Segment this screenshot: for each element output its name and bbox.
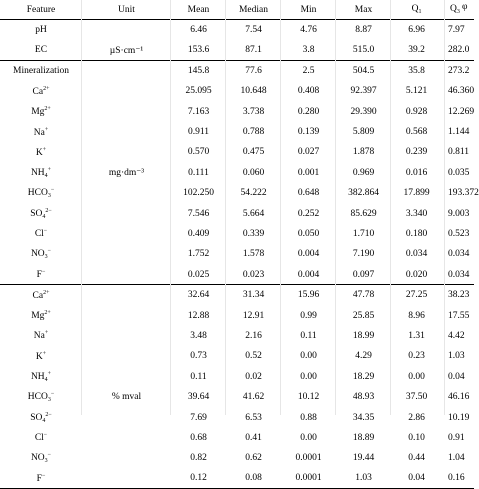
median-cell: 0.62 <box>245 453 262 464</box>
q3-cell: 1.144 <box>448 127 470 138</box>
median-cell: 0.060 <box>242 167 265 178</box>
min-cell: 0.00 <box>300 351 317 362</box>
q1-cell: 5.121 <box>405 86 428 97</box>
table-row <box>0 367 474 387</box>
q1-cell: 0.034 <box>405 249 428 260</box>
feature-charge: + <box>42 350 47 357</box>
feature-charge: − <box>41 472 46 479</box>
q1-cell: 1.31 <box>408 330 425 341</box>
median-cell: 31.34 <box>242 290 265 301</box>
q1-cell: 2.86 <box>408 412 425 423</box>
median-cell: 3.738 <box>242 106 265 117</box>
min-cell: 3.8 <box>281 40 336 60</box>
table-row <box>0 305 474 325</box>
min-cell: 0.001 <box>297 167 320 178</box>
mean-cell: 0.12 <box>171 468 226 488</box>
unit-cell <box>82 367 171 387</box>
max-cell: 25.85 <box>352 310 375 321</box>
feature-cell <box>0 346 82 366</box>
header-mean: Mean <box>171 0 226 20</box>
mean-cell: 7.163 <box>187 106 210 117</box>
unit-cell <box>82 224 171 244</box>
mean-cell: 0.11 <box>190 371 207 382</box>
column-divider <box>444 0 445 415</box>
max-cell: 18.29 <box>352 371 375 382</box>
q1-cell: 6.96 <box>408 25 425 36</box>
feature-cell <box>0 428 82 448</box>
median-cell: 0.023 <box>226 265 281 285</box>
header-unit: Unit <box>82 0 171 20</box>
max-cell: 19.44 <box>352 453 375 464</box>
q3-cell: 12.269 <box>448 106 475 117</box>
feature-cell <box>0 122 82 142</box>
feature-cell <box>0 203 82 223</box>
feature-charge: 2+ <box>44 106 51 113</box>
table-row <box>0 20 474 40</box>
feature-name: HCO <box>27 188 48 199</box>
unit-cell <box>82 428 171 448</box>
mean-cell: 39.64 <box>187 392 210 403</box>
mean-cell: 153.6 <box>171 40 226 60</box>
max-cell: 5.809 <box>352 127 375 138</box>
header-median: Median <box>226 0 281 20</box>
unit-cell <box>82 203 171 223</box>
mean-cell: 7.546 <box>187 208 210 219</box>
mean-cell: 3.48 <box>190 330 207 341</box>
min-cell: 4.76 <box>300 25 317 36</box>
median-cell: 7.54 <box>245 25 262 36</box>
unit-cell: µS·cm⁻¹ <box>82 40 171 60</box>
feature-charge: + <box>47 166 52 173</box>
max-cell: 18.89 <box>352 432 375 443</box>
q3-cell: 17.55 <box>448 310 470 321</box>
header-phi: φ <box>462 2 468 12</box>
feature-cell <box>0 40 82 60</box>
feature-name: EC <box>34 45 48 56</box>
mean-cell: 145.8 <box>187 66 210 77</box>
q1-cell: 0.23 <box>408 351 425 362</box>
max-cell: 1.878 <box>352 147 375 158</box>
feature-charge: − <box>41 269 46 276</box>
q1-cell: 37.50 <box>405 392 428 403</box>
median-cell: 0.788 <box>242 127 265 138</box>
feature-name: Ca <box>32 290 44 301</box>
feature-charge: + <box>44 126 49 133</box>
feature-cell <box>0 61 82 81</box>
column-divider <box>170 0 171 415</box>
table-row <box>0 224 474 244</box>
mean-cell: 1.752 <box>187 249 210 260</box>
table-row <box>0 122 474 142</box>
feature-subscript: 3 <box>47 397 51 404</box>
max-cell: 0.969 <box>352 167 375 178</box>
min-cell: 0.408 <box>297 86 320 97</box>
q3-cell: 0.034 <box>448 249 470 260</box>
table-row <box>0 81 474 101</box>
max-cell: 92.397 <box>350 86 377 97</box>
feature-cell <box>0 367 82 387</box>
mean-cell: 0.111 <box>188 167 209 178</box>
min-cell: 0.00 <box>300 432 317 443</box>
mean-cell: 102.250 <box>183 188 214 199</box>
table-row <box>0 142 474 162</box>
max-cell: 8.87 <box>355 25 372 36</box>
q3-cell: 0.04 <box>448 371 465 382</box>
table-row <box>0 468 474 488</box>
min-cell: 0.11 <box>300 330 317 341</box>
feature-cell <box>0 101 82 121</box>
feature-cell <box>0 20 82 40</box>
q3-cell: 0.035 <box>448 167 470 178</box>
q1-cell: 0.239 <box>405 147 428 158</box>
table-row <box>0 40 474 60</box>
q3-cell: 0.91 <box>448 432 465 443</box>
q1-cell: 35.8 <box>408 66 425 77</box>
feature-cell <box>0 265 82 285</box>
feature-cell <box>0 224 82 244</box>
feature-cell <box>0 407 82 427</box>
feature-cell <box>0 285 82 305</box>
table-row <box>0 407 474 427</box>
q3-cell: 282.0 <box>442 40 474 60</box>
unit-cell <box>82 468 171 488</box>
min-cell: 2.5 <box>302 66 315 77</box>
header-max: Max <box>336 0 391 20</box>
feature-name: K <box>35 147 43 158</box>
table-row <box>0 285 474 305</box>
min-cell: 0.648 <box>297 188 320 199</box>
feature-subscript: 4 <box>44 172 48 179</box>
median-cell: 6.53 <box>245 412 262 423</box>
q3-cell: 10.19 <box>448 412 470 423</box>
max-cell: 4.29 <box>355 351 372 362</box>
feature-cell <box>0 244 82 264</box>
unit-cell <box>82 407 171 427</box>
feature-cell <box>0 142 82 162</box>
unit-cell <box>82 326 171 346</box>
feature-cell <box>0 448 82 468</box>
q3-cell: 273.2 <box>448 66 470 77</box>
feature-charge: − <box>50 187 55 194</box>
q1-cell: 0.10 <box>408 432 425 443</box>
median-cell: 0.41 <box>245 432 262 443</box>
median-cell: 0.339 <box>242 228 265 239</box>
median-cell: 0.08 <box>226 468 281 488</box>
feature-name: NO <box>30 249 45 260</box>
feature-name: Cl <box>34 229 44 240</box>
column-divider <box>390 0 391 415</box>
feature-cell <box>0 81 82 101</box>
min-cell: 0.004 <box>297 249 320 260</box>
unit-cell <box>82 122 171 142</box>
mean-cell: 7.69 <box>190 412 207 423</box>
median-cell: 5.664 <box>242 208 265 219</box>
feature-cell <box>0 163 82 183</box>
table-row <box>0 346 474 366</box>
unit-cell <box>82 244 171 264</box>
mean-cell: 0.409 <box>187 228 210 239</box>
header-q1: $Q_1$ <box>391 0 442 20</box>
column-divider <box>280 0 281 415</box>
feature-name: Mg <box>31 311 45 322</box>
feature-name: NH <box>30 371 45 382</box>
q1-cell: 27.25 <box>405 290 428 301</box>
unit-cell <box>82 346 171 366</box>
unit-cell <box>82 61 171 81</box>
feature-charge: 2+ <box>43 85 50 92</box>
min-cell: 0.027 <box>297 147 320 158</box>
q3-cell: 0.811 <box>448 147 470 158</box>
median-cell: 10.648 <box>240 86 267 97</box>
q3-cell: 1.04 <box>448 453 465 464</box>
q1-cell: 3.340 <box>405 208 428 219</box>
feature-name: Na <box>33 331 45 342</box>
table-row <box>0 183 474 203</box>
q1-cell: 17.899 <box>403 188 430 199</box>
mean-cell: 12.88 <box>187 310 210 321</box>
unit-cell <box>82 285 171 305</box>
feature-subscript: 4 <box>42 213 46 220</box>
table-row <box>0 61 474 81</box>
feature-charge: − <box>47 248 52 255</box>
table-row <box>0 428 474 448</box>
max-cell: 48.93 <box>352 392 375 403</box>
q1-cell: 0.568 <box>405 127 428 138</box>
max-cell: 1.03 <box>336 468 391 488</box>
mean-cell: 32.64 <box>187 290 210 301</box>
feature-cell <box>0 468 82 488</box>
q1-cell: 0.04 <box>391 468 442 488</box>
table-row <box>0 244 474 264</box>
header-min: Min <box>281 0 336 20</box>
feature-name: Mg <box>31 107 45 118</box>
q1-cell: 0.44 <box>408 453 425 464</box>
feature-subscript: 3 <box>44 254 48 261</box>
feature-subscript: 3 <box>44 458 48 465</box>
min-cell: 0.0001 <box>295 453 322 464</box>
column-divider <box>225 0 226 415</box>
min-cell: 15.96 <box>297 290 320 301</box>
q3-cell: 9.003 <box>448 208 470 219</box>
max-cell: 47.78 <box>352 290 375 301</box>
feature-name: NH <box>30 167 45 178</box>
unit-cell <box>82 101 171 121</box>
table-row <box>0 101 474 121</box>
unit-cell <box>82 448 171 468</box>
header-q3: $Q_3$ <box>442 0 474 20</box>
table-row <box>0 163 474 183</box>
min-cell: 0.0001 <box>281 468 336 488</box>
median-cell: 41.62 <box>242 392 265 403</box>
max-cell: 29.390 <box>350 106 377 117</box>
max-cell: 1.710 <box>352 228 375 239</box>
feature-charge: − <box>47 452 52 459</box>
max-cell: 515.0 <box>336 40 391 60</box>
q1-cell: 0.180 <box>405 228 428 239</box>
feature-charge: 2− <box>45 411 52 418</box>
unit-cell: mg·dm⁻³ <box>108 168 145 179</box>
unit-cell <box>82 81 171 101</box>
q1-cell: 0.00 <box>408 371 425 382</box>
feature-name: NO <box>30 453 45 464</box>
q3-cell: 46.16 <box>448 392 470 403</box>
max-cell: 504.5 <box>352 66 375 77</box>
max-cell: 0.097 <box>336 265 391 285</box>
feature-cell <box>0 305 82 325</box>
min-cell: 10.12 <box>297 392 320 403</box>
median-cell: 54.222 <box>240 188 267 199</box>
median-cell: 0.02 <box>245 371 262 382</box>
feature-cell <box>0 387 82 407</box>
mean-cell: 0.570 <box>187 147 210 158</box>
max-cell: 18.99 <box>352 330 375 341</box>
feature-name: K <box>35 351 43 362</box>
unit-cell <box>82 305 171 325</box>
q1-cell: 0.020 <box>391 265 442 285</box>
feature-name: Na <box>33 127 45 138</box>
feature-name: HCO <box>27 392 48 403</box>
median-cell: 12.91 <box>242 310 265 321</box>
feature-charge: + <box>44 330 49 337</box>
feature-charge: − <box>43 432 48 439</box>
column-divider <box>335 0 336 415</box>
q3-cell: 0.16 <box>442 468 474 488</box>
feature-charge: + <box>47 370 52 377</box>
median-cell: 0.475 <box>242 147 265 158</box>
max-cell: 85.629 <box>350 208 377 219</box>
feature-charge: 2− <box>45 207 52 214</box>
unit-cell: % mval <box>111 392 142 403</box>
feature-name: F <box>36 270 42 281</box>
median-cell: 87.1 <box>226 40 281 60</box>
q1-cell: 0.928 <box>405 106 428 117</box>
feature-subscript: 4 <box>44 376 48 383</box>
feature-charge: + <box>42 146 47 153</box>
table-body <box>0 20 479 489</box>
table-row <box>0 448 474 468</box>
median-cell: 77.6 <box>245 66 262 77</box>
q3-cell: 0.034 <box>442 265 474 285</box>
feature-charge: − <box>43 228 48 235</box>
feature-name: pH <box>35 25 47 36</box>
feature-subscript: 3 <box>47 193 51 200</box>
min-cell: 0.050 <box>297 228 320 239</box>
feature-name: SO <box>30 412 43 423</box>
table-row <box>0 203 474 223</box>
q3-cell: 0.523 <box>448 228 470 239</box>
table-row <box>0 326 474 346</box>
median-cell: 2.16 <box>245 330 262 341</box>
header-feature: Feature <box>0 0 82 20</box>
min-cell: 0.252 <box>297 208 320 219</box>
median-cell: 1.578 <box>242 249 265 260</box>
mean-cell: 0.025 <box>171 265 226 285</box>
unit-cell <box>82 20 171 40</box>
median-cell: 0.52 <box>245 351 262 362</box>
column-divider <box>81 0 82 415</box>
min-cell: 0.00 <box>300 371 317 382</box>
min-cell: 0.004 <box>281 265 336 285</box>
feature-name: Cl <box>34 433 44 444</box>
feature-charge: 2+ <box>44 310 51 317</box>
min-cell: 0.280 <box>297 106 320 117</box>
table-row <box>0 387 474 407</box>
feature-charge: 2+ <box>43 289 50 296</box>
max-cell: 382.864 <box>348 188 379 199</box>
q3-cell: 193.372 <box>448 188 479 199</box>
mean-cell: 0.911 <box>187 127 210 138</box>
mean-cell: 0.73 <box>190 351 207 362</box>
feature-subscript: 4 <box>42 417 46 424</box>
feature-name: F <box>36 473 42 484</box>
feature-charge: − <box>50 391 55 398</box>
min-cell: 0.88 <box>300 412 317 423</box>
max-cell: 34.35 <box>352 412 375 423</box>
min-cell: 0.139 <box>297 127 320 138</box>
unit-cell <box>82 142 171 162</box>
q3-cell: 4.42 <box>448 330 465 341</box>
mean-cell: 0.82 <box>190 453 207 464</box>
q3-cell: 46.360 <box>448 86 475 97</box>
feature-name: Mineralization <box>13 66 69 77</box>
q1-cell: 8.96 <box>408 310 425 321</box>
unit-cell <box>82 183 171 203</box>
q3-cell: 38.23 <box>448 290 470 301</box>
q3-cell: 7.97 <box>448 25 465 36</box>
mean-cell: 6.46 <box>190 25 207 36</box>
feature-cell <box>0 326 82 346</box>
unit-cell <box>82 265 171 285</box>
feature-cell <box>0 183 82 203</box>
mean-cell: 25.095 <box>185 86 212 97</box>
feature-name: SO <box>30 208 43 219</box>
q1-cell: 39.2 <box>391 40 442 60</box>
min-cell: 0.99 <box>300 310 317 321</box>
mean-cell: 0.68 <box>190 432 207 443</box>
q3-cell: 1.03 <box>448 351 465 362</box>
max-cell: 7.190 <box>352 249 375 260</box>
q1-cell: 0.016 <box>405 167 428 178</box>
header-row <box>0 0 474 20</box>
feature-name: Ca <box>32 86 44 97</box>
table-row <box>0 265 474 285</box>
